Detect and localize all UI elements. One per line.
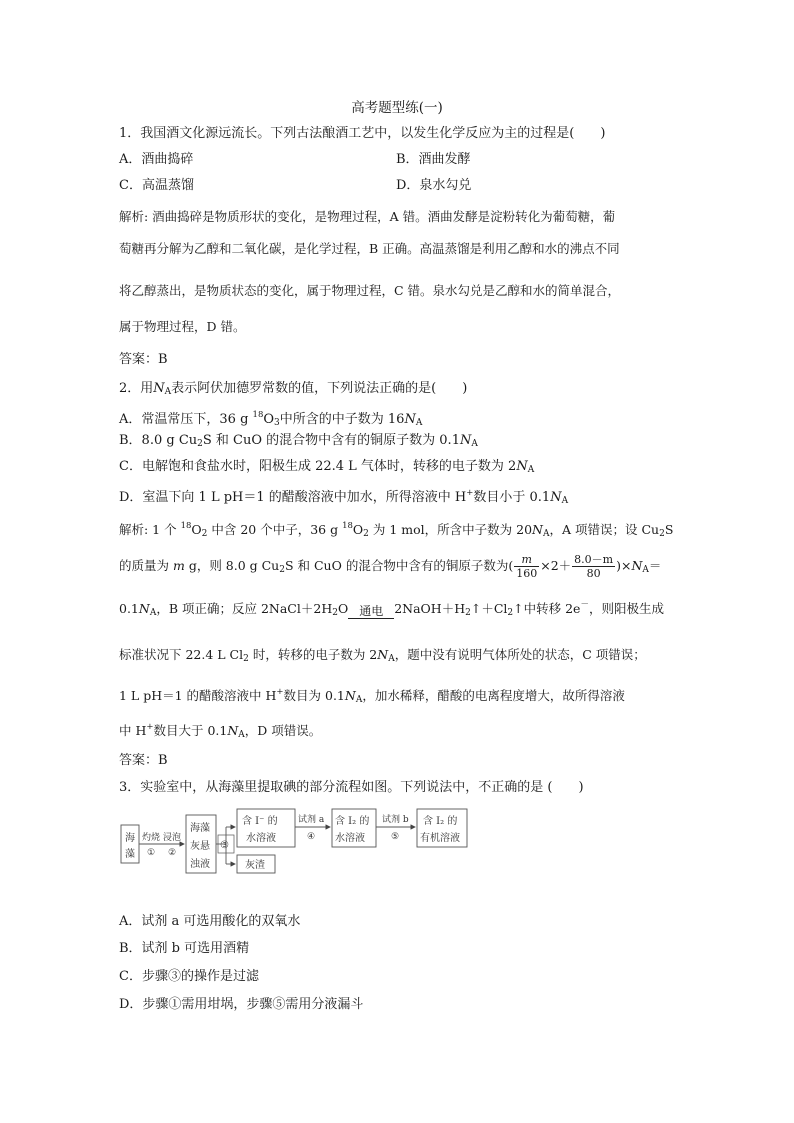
q2-stem: 2．用$N_A$表示阿伏加德罗常数的值，下列说法正确的是( ) bbox=[119, 381, 468, 397]
q3-option-d: D．步骤①需用坩埚，步骤⑤需用分液漏斗 bbox=[119, 997, 364, 1012]
q3-option-b: B．试剂 b 可选用酒精 bbox=[119, 941, 250, 956]
flow-box2-line1: 海藻 bbox=[190, 823, 210, 834]
q1-analysis-line-3: 将乙醇蒸出，是物质状态的变化，属于物理过程，C 错。泉水勾兑是乙醇和水的简单混合， bbox=[119, 283, 621, 298]
q1-analysis-line-2: 萄糖再分解为乙醇和二氧化碳，是化学过程，B 正确。高温蒸馏是利用乙醇和水的沸点不同 bbox=[119, 241, 620, 256]
flow-reagent-b-label: 试剂 b bbox=[382, 815, 409, 825]
flow-box5-line2: 有机溶液 bbox=[420, 833, 460, 844]
flow-reagent-a-number: ④ bbox=[307, 832, 316, 842]
q2-analysis-line-6: 中 H+数目大于 $0.1N_A$，D 项错误。 bbox=[119, 722, 322, 740]
q2-analysis-line-3: $0.1N_A$，B 项正确；反应 $2NaCl+2H_2O$ 通电 $2NaOH+H_2↑+Cl_2↑$中转移 2e－，则阳极生成 bbox=[119, 600, 664, 618]
q2-analysis-line-5: 1 L pH＝1 的醋酸溶液中 H+数目为 $0.1N_A$，加水稀释，醋酸的电离程度增大，故所得溶液 bbox=[119, 687, 625, 705]
flow-box4-line2: 水溶液 bbox=[335, 833, 365, 844]
q1-stem: 1．我国酒文化源远流长。下列古法酿酒工艺中，以发生化学反应为主的过程是( ) bbox=[119, 126, 606, 141]
q3-stem: 3．实验室中，从海藻里提取碘的部分流程如图。下列说法中，不正确的是 ( ) bbox=[119, 780, 584, 795]
flow-box2-line2: 灰悬 bbox=[190, 841, 210, 852]
flow-box6-label: 灰渣 bbox=[245, 860, 265, 871]
flow-box1-line1: 海 bbox=[125, 833, 135, 844]
q1-answer: 答案：B bbox=[119, 352, 168, 367]
q1-option-a: A．酒曲捣碎 bbox=[119, 152, 194, 167]
flow-box5-line1: 含 I₂ 的 bbox=[423, 816, 458, 827]
q1-option-d: D．泉水勾兑 bbox=[396, 178, 472, 193]
flow-box2-line3: 浊液 bbox=[190, 859, 210, 870]
flow-step1-label: 灼烧 bbox=[142, 833, 161, 843]
q1-analysis-line-1: 解析: 酒曲捣碎是物质形状的变化，是物理过程，A 错。酒曲发酵是淀粉转化为葡萄糖，葡 bbox=[119, 209, 616, 224]
flow-reagent-a-label: 试剂 a bbox=[298, 815, 325, 825]
q2-option-d: D．室温下向 1 L pH＝1 的醋酸溶液中加水，所得溶液中 H+数目小于 $0.1N_A$ bbox=[119, 488, 569, 506]
flow-box3-line1: 含 I⁻ 的 bbox=[242, 816, 278, 827]
flow-box3-line2: 水溶液 bbox=[246, 833, 276, 844]
q1-analysis-line-4: 属于物理过程，D 错。 bbox=[119, 319, 246, 334]
q2-analysis-line-2: 的质量为 m g，则 8.0 g $Cu_2S$ 和 CuO 的混合物中含有的铜原子数为( $\frac{m}{160}$ ×2＋ $\frac{8.0-m}{80}$ )$\times N_A=$ bbox=[119, 553, 662, 580]
flow-step2-label: 浸泡 bbox=[163, 833, 182, 843]
flow-step3-number: ③ bbox=[220, 840, 229, 851]
q1-option-b: B．酒曲发酵 bbox=[396, 152, 471, 167]
extraction-flowchart bbox=[118, 805, 478, 875]
flow-reagent-b-number: ⑤ bbox=[391, 832, 400, 842]
q2-analysis-line-4: 标准状况下 22.4 L $Cl_2$ 时，转移的电子数为 $2N_A$，题中没有说明气体所处的状态，C 项错误； bbox=[119, 647, 646, 664]
fraction-m-160: $\frac{m}{160}$ bbox=[516, 553, 538, 580]
fraction-8-m-80: $\frac{8.0-m}{80}$ bbox=[574, 553, 614, 580]
flow-step2-number: ② bbox=[168, 848, 177, 858]
page-title: 高考题型练(一) bbox=[351, 100, 443, 116]
q3-option-c: C．步骤③的操作是过滤 bbox=[119, 969, 259, 984]
flow-box4-line1: 含 I₂ 的 bbox=[335, 816, 370, 827]
electrolysis-arrow: 通电 bbox=[348, 605, 394, 620]
q2-option-a: A．常温常压下，36 g $^{18}O_3$中所含的中子数为 $16N_A$ bbox=[119, 410, 423, 428]
flow-box1-line2: 藻 bbox=[125, 849, 135, 860]
q3-option-a: A．试剂 a 可选用酸化的双氧水 bbox=[119, 914, 301, 929]
q1-option-c: C．高温蒸馏 bbox=[119, 178, 194, 193]
q2-answer: 答案：B bbox=[119, 753, 168, 768]
q2-option-c: C．电解饱和食盐水时，阳极生成 22.4 L 气体时，转移的电子数为 $2N_A$ bbox=[119, 459, 535, 475]
q2-analysis-line-1: 解析: 1 个 $^{18}O_2$ 中含 20 个中子，36 g $^{18}O_2$ 为 1 mol，所含中子数为 $20N_A$，A 项错误；设 $Cu_2S$ bbox=[119, 521, 674, 539]
flow-step1-number: ① bbox=[147, 848, 156, 858]
q2-option-b: B．8.0 g $Cu_2S$ 和 CuO 的混合物中含有的铜原子数为 $0.1N_A$ bbox=[119, 433, 478, 449]
